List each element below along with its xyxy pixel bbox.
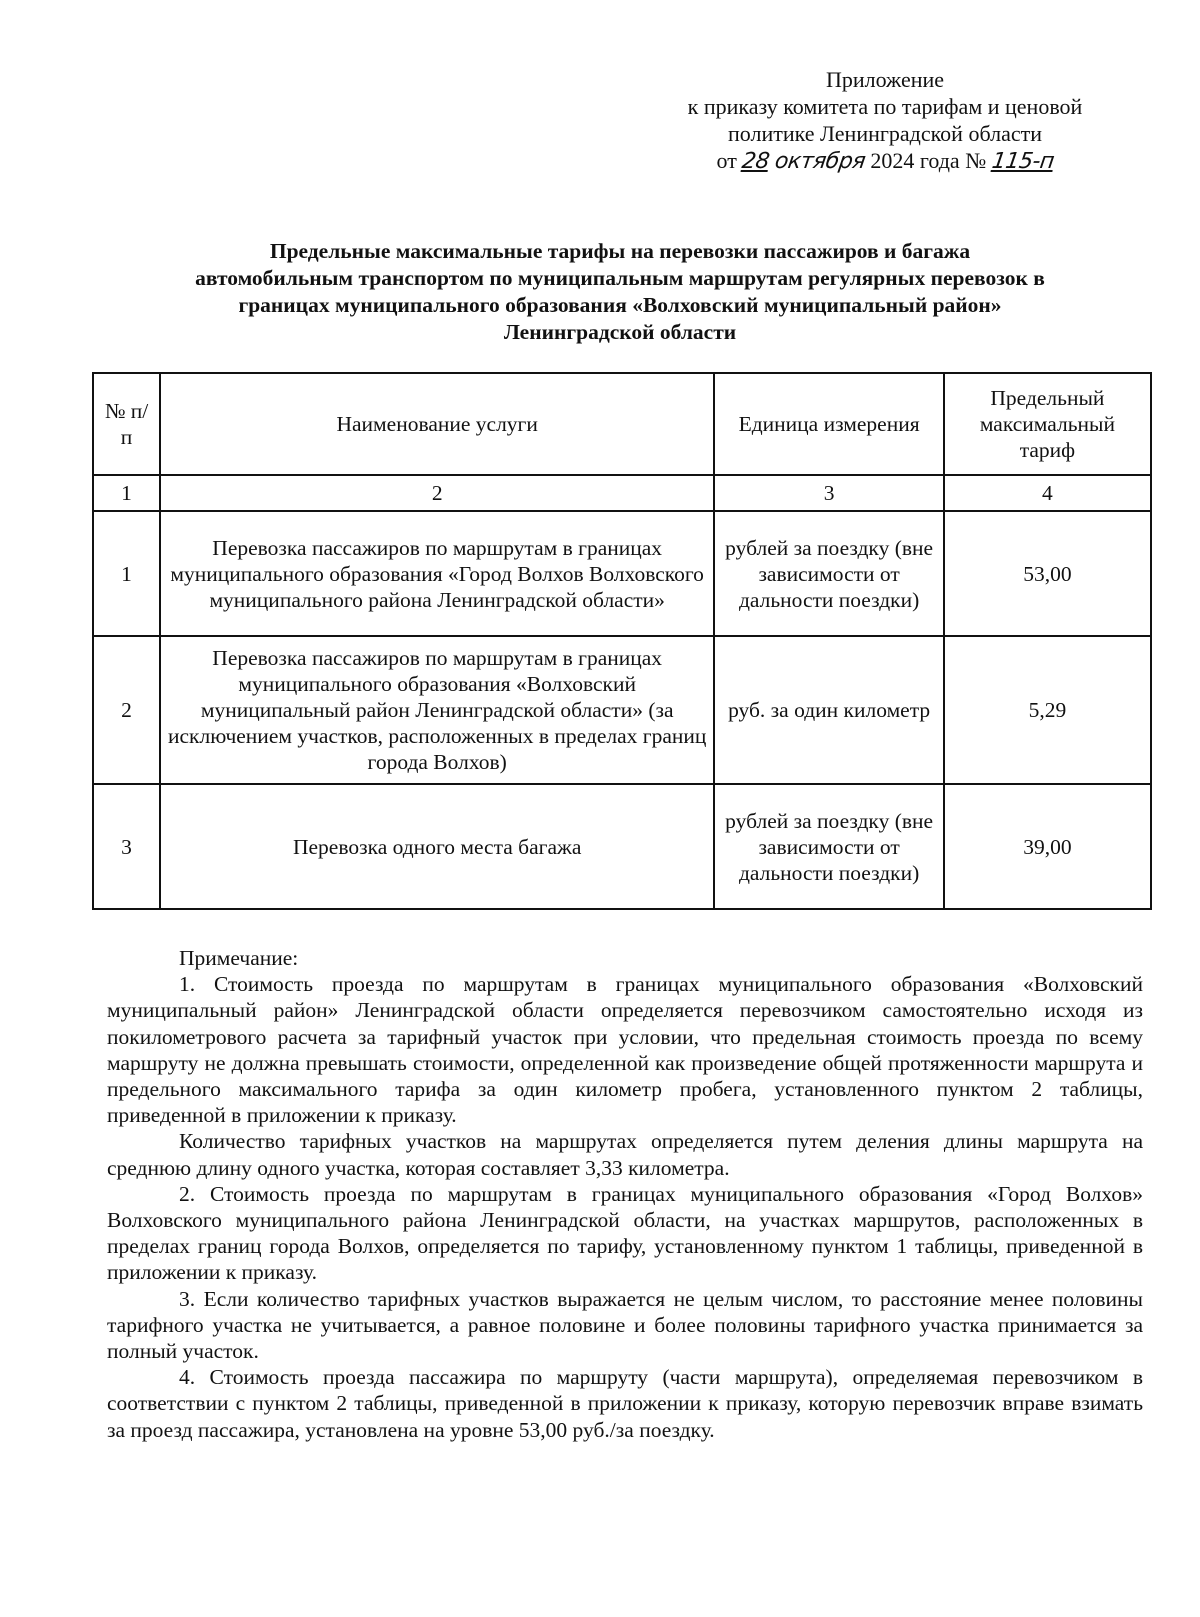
document-title	[90, 238, 1150, 346]
table-row	[93, 511, 1151, 636]
header-service: Наименование услуги	[160, 373, 714, 475]
table-row	[93, 636, 1151, 784]
handwritten-month: октября	[773, 149, 867, 174]
row-unit: рублей за поездку (вне зависимости от дальности поездки)	[714, 511, 943, 636]
order-date-line	[640, 147, 1130, 175]
title-line3: границах муниципального образования «Волховский муниципальный район»	[238, 293, 1002, 317]
order-reference-line1: к приказу комитета по тарифам и ценовой	[687, 94, 1083, 119]
column-number: 3	[714, 475, 943, 511]
note-paragraph: 2. Стоимость проезда по маршрутам в границах муниципального образования «Город Волхов» Волховского муниципального района Ленинградской области, на участках маршрутов, расположенных в пределах границ города Волхов, определяется по тарифу, установленному пунктом 1 таблицы, приведенной в приложении к приказу.	[107, 1181, 1143, 1285]
row-service: Перевозка одного места багажа	[160, 784, 714, 909]
row-tariff: 5,29	[944, 636, 1151, 784]
note-paragraph: 4. Стоимость проезда пассажира по маршруту (части маршрута), определяемая перевозчиком в соответствии с пунктом 2 таблицы, приведенной в приложении к приказу, которую перевозчик вправе взимать за проезд пассажира, установлена на уровне 53,00 руб./за поездку.	[107, 1365, 1143, 1442]
note-paragraph: Количество тарифных участков на маршрутах определяется путем деления длины маршрута на среднюю длину одного участка, которая составляет 3,33 километра.	[107, 1129, 1143, 1180]
row-tariff: 53,00	[944, 511, 1151, 636]
order-reference-line2: политике Ленинградской области	[727, 121, 1042, 146]
row-service: Перевозка пассажиров по маршрутам в границах муниципального образования «Волховский муниципальный район Ленинградской области» (за исключением участков, расположенных в пределах границ города Волхов)	[160, 636, 714, 784]
row-num: 2	[93, 636, 160, 784]
row-unit: руб. за один километр	[714, 636, 943, 784]
note-paragraph: 3. Если количество тарифных участков выражается не целым числом, то расстояние менее половины тарифного участка не учитывается, а равное половине и более половины тарифного участка принимается за полный участок.	[107, 1286, 1143, 1364]
tariff-table	[92, 372, 1152, 910]
row-service: Перевозка пассажиров по маршрутам в границах муниципального образования «Город Волхов Волховского муниципального района Ленинградской области»	[160, 511, 714, 636]
date-prefix: от	[716, 148, 737, 173]
table-header-row	[93, 373, 1151, 475]
header-num: № п/п	[93, 373, 160, 475]
column-number: 2	[160, 475, 714, 511]
header-tariff: Предельный максимальный тариф	[944, 373, 1151, 475]
date-year: 2024 года №	[870, 148, 987, 173]
handwritten-order-number: 115-п	[989, 149, 1056, 174]
notes-heading: Примечание:	[179, 946, 299, 970]
note-paragraph: 1. Стоимость проезда по маршрутам в границах муниципального образования «Волховский муниципальный район» Ленинградской области определяется перевозчиком самостоятельно исходя из покилометрового расчета за тарифный участок при условии, что предельная стоимость проезда по всему маршруту не должна превышать стоимости, определенной как произведение общей протяженности маршрута и предельного максимального тарифа за один километр пробега, установленного пунктом 2 таблицы, приведенной в приложении к приказу.	[107, 972, 1143, 1128]
appendix-block	[640, 66, 1130, 175]
header-unit: Единица измерения	[714, 373, 943, 475]
title-line1: Предельные максимальные тарифы на перевозки пассажиров и багажа	[269, 239, 971, 263]
row-tariff: 39,00	[944, 784, 1151, 909]
row-unit: рублей за поездку (вне зависимости от дальности поездки)	[714, 784, 943, 909]
row-num: 1	[93, 511, 160, 636]
column-number: 1	[93, 475, 160, 511]
column-number-row	[93, 475, 1151, 511]
row-num: 3	[93, 784, 160, 909]
title-line2: автомобильным транспортом по муниципальным маршрутам регулярных перевозок в	[195, 266, 1045, 290]
table-row	[93, 784, 1151, 909]
title-line4: Ленинградской области	[503, 320, 737, 344]
handwritten-day: 28	[740, 149, 772, 174]
notes-section	[107, 945, 1143, 1443]
appendix-label: Приложение	[825, 67, 945, 92]
column-number: 4	[944, 475, 1151, 511]
